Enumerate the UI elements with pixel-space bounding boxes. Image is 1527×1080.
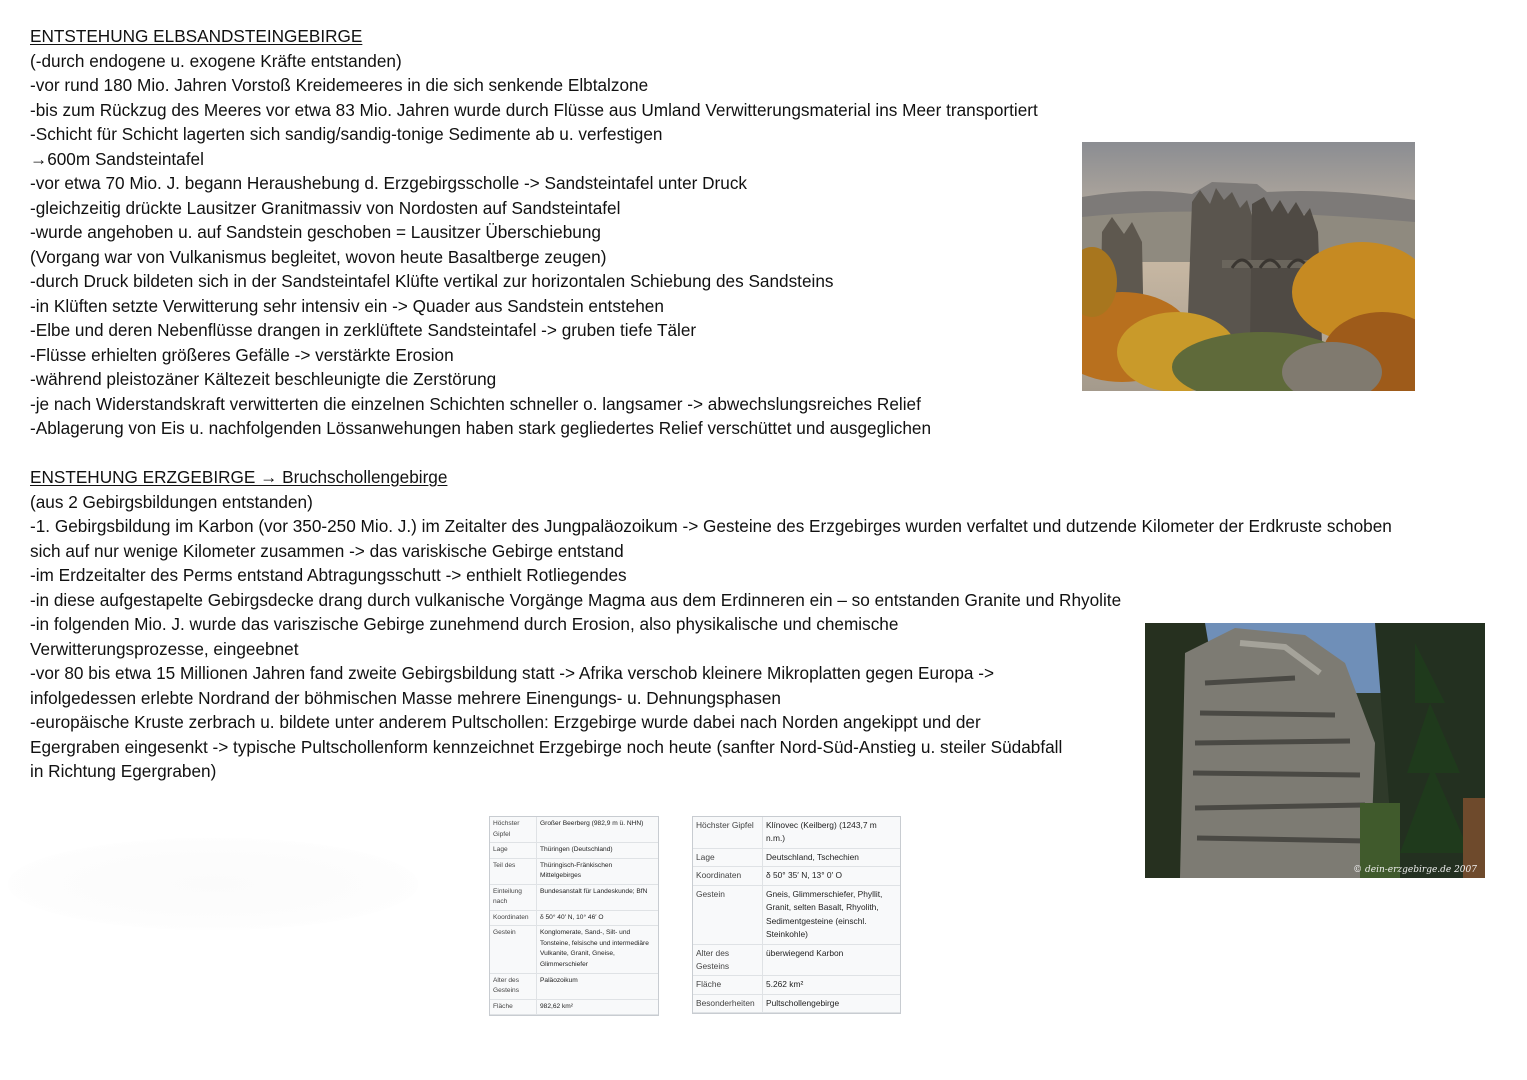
infobox-key: Höchster Gipfel [693,817,763,848]
section-heading: ENSTEHUNG ERZGEBIRGE → Bruchschollengebirge [30,467,448,487]
infobox-key: Lage [693,848,763,866]
infobox-value[interactable]: Thüringisch-Fränkischen Mittelgebirges [537,858,659,884]
photo-credit: © dein-erzgebirge.de 2007 [1353,865,1477,875]
text-line: -vor etwa 70 Mio. J. begann Heraushebung d. Erzgebirgsscholle -> Sandsteintafel unter Druck [30,173,748,193]
text-line: -im Erdzeitalter des Perms entstand Abtragungsschutt -> enthielt Rotliegendes [30,565,627,585]
infobox-row [490,884,658,910]
infobox-value: 982,62 km² [537,999,659,1015]
text-line: -europäische Kruste zerbrach u. bildete unter anderem Pultschollen: Erzgebirge wurde dabei nach Norden angekippt und der [30,712,981,732]
infobox-key: Einteilung nach [490,884,537,910]
infobox-row [490,843,658,859]
infobox-key[interactable]: Alter des Gesteins [490,973,537,999]
text-line: Verwitterungsprozesse, eingeebnet [30,638,299,659]
text-line: -in diese aufgestapelte Gebirgsdecke drang durch vulkanische Vorgänge Magma aus dem Erdinneren ein – so entstanden Granite und Rhyolite [30,589,1122,610]
infobox-key[interactable]: Gestein [490,926,537,973]
infobox-row [490,926,658,973]
section-elbsandsteingebirge [30,24,1110,441]
infobox-value: Bundesanstalt für Landeskunde; BfN [537,884,659,910]
text-line: -vor rund 180 Mio. Jahren Vorstoß Kreidemeeres in die sich senkende Elbtalzone [30,75,649,95]
infobox-value[interactable]: δ 50° 40′ N, 10° 46′ O [537,910,659,926]
text-line: -je nach Widerstandskraft verwitterten die einzelnen Schichten schneller o. langsamer -> abwechslungsreiches Relief [30,393,921,414]
infobox-key: Lage [490,843,537,859]
rock-formation-photo [1145,623,1485,878]
text-line: -Ablagerung von Eis u. nachfolgenden Lössanwehungen haben stark gegliedertes Relief verschüttet und ausgeglichen [30,418,932,438]
text-line: -1. Gebirgsbildung im Karbon (vor 350-250 Mio. J.) im Zeitalter des Jungpaläozoikum -> Gesteine des Erzgebirges wurden verfaltet und dutzende Kilometer der Erdkruste schoben [30,516,1392,536]
text-line: -Schicht für Schicht lagerten sich sandig/sandig-tonige Sedimente ab u. verfestigen [30,124,663,144]
text-line: -wurde angehoben u. auf Sandstein geschoben = Lausitzer Überschiebung [30,222,601,242]
infobox-row [693,976,900,994]
infobox-key: Besonderheiten [693,994,763,1012]
text-line: Egergraben eingesenkt -> typische Pultschollenform kennzeichnet Erzgebirge noch heute (sanfter Nord-Süd-Anstieg u. steiler Südabfall [30,736,1063,757]
infobox-value[interactable]: Paläozoikum [537,973,659,999]
infobox-value[interactable]: Klínovec (Keilberg) (1243,7 m n.m.) [763,817,901,848]
infobox-row [490,910,658,926]
bastei-bridge-photo [1082,142,1415,391]
infobox-row [693,944,900,976]
infobox-row [693,867,900,885]
text-line: -Flüsse erhielten größeres Gefälle -> verstärkte Erosion [30,344,454,365]
infobox-row [490,999,658,1015]
infobox-key[interactable]: Koordinaten [490,910,537,926]
infobox-row [490,858,658,884]
infobox-key: Teil des [490,858,537,884]
text-line: -durch Druck bildeten sich in der Sandsteintafel Klüfte vertikal zur horizontalen Schiebung des Sandsteins [30,271,834,291]
infobox-key: Fläche [693,976,763,994]
infobox-row [693,885,900,944]
infobox-value[interactable]: Konglomerate, Sand-, Silt- und Tonsteine, felsische und intermediäre Vulkanite, Granit, Gneise, Glimmerschiefer [537,926,659,973]
text-line: sich auf nur wenige Kilometer zusammen -> das variskische Gebirge entstand [30,540,624,561]
text-line: -gleichzeitig drückte Lausitzer Granitmassiv von Nordosten auf Sandsteintafel [30,197,621,218]
text-line: -in folgenden Mio. J. wurde das variszische Gebirge zunehmend durch Erosion, also physikalische und chemische [30,614,899,634]
infobox-key[interactable]: Alter des Gesteins [693,944,763,976]
section-heading: ENTSTEHUNG ELBSANDSTEINGEBIRGE [30,26,363,46]
infobox-erzgebirge [692,816,901,1014]
infobox-row [693,817,900,848]
infobox-value[interactable]: Pultschollengebirge [763,994,901,1012]
infobox-value[interactable]: Großer Beerberg (982,9 m ü. NHN) [537,817,659,843]
text-line: -während pleistozäner Kältezeit beschleunigte die Zerstörung [30,369,497,389]
infobox-value[interactable]: überwiegend Karbon [763,944,901,976]
infobox-value[interactable]: Deutschland, Tschechien [763,848,901,866]
text-line: -vor 80 bis etwa 15 Millionen Jahren fand zweite Gebirgsbildung statt -> Afrika verschob kleinere Mikroplatten gegen Europa -> [30,663,994,683]
infobox-key: Höchster Gipfel [490,817,537,843]
infobox-key: Fläche [490,999,537,1015]
infobox-value[interactable]: δ 50° 35′ N, 13° 0′ O [763,867,901,885]
text-line: -Elbe und deren Nebenflüsse drangen in zerklüftete Sandsteintafel -> gruben tiefe Täler [30,320,697,340]
infobox-key[interactable]: Koordinaten [693,867,763,885]
infobox-value[interactable]: Gneis, Glimmerschiefer, Phyllit, Granit, selten Basalt, Rhyolith, Sedimentgesteine (einschl. Steinkohle) [763,885,901,944]
text-line: -bis zum Rückzug des Meeres vor etwa 83 Mio. Jahren wurde durch Flüsse aus Umland Verwitterungsmaterial ins Meer transportiert [30,99,1038,120]
infobox-row [693,848,900,866]
text-line: (Vorgang war von Vulkanismus begleitet, wovon heute Basaltberge zeugen) [30,246,607,267]
text-line: →600m Sandsteintafel [30,148,204,169]
infobox-value: Thüringen (Deutschland) [537,843,659,859]
infobox-key[interactable]: Gestein [693,885,763,944]
infobox-row [693,994,900,1012]
text-line: in Richtung Egergraben) [30,761,217,781]
text-line: (-durch endogene u. exogene Kräfte entstanden) [30,50,402,71]
text-line: (aus 2 Gebirgsbildungen entstanden) [30,491,313,512]
text-line: infolgedessen erlebte Nordrand der böhmischen Masse mehrere Einengungs- u. Dehnungsphasen [30,687,781,708]
infobox-row [490,973,658,999]
infobox-value: 5.262 km² [763,976,901,994]
erased-area [8,838,418,930]
text-line: -in Klüften setzte Verwitterung sehr intensiv ein -> Quader aus Sandstein entstehen [30,295,664,316]
infobox-row [490,817,658,843]
infobox-thueringer-wald [489,816,659,1016]
